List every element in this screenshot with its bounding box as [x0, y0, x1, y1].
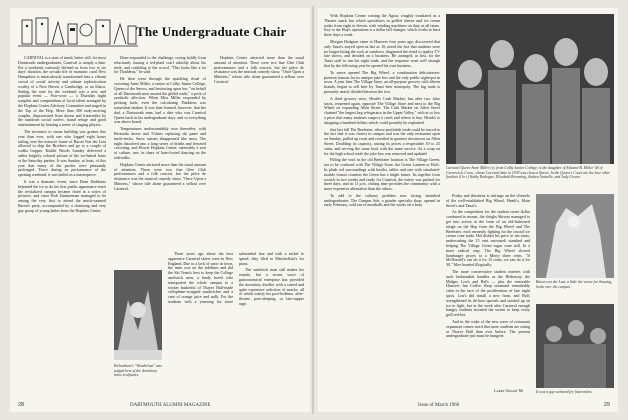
paragraph: Hopkins Center attracted more than the usual amount of attention. There were two fine Glee Club performances and a folk concert, but the pièce de résistance was the musical comedy show, "Once Upon a Mattress," whose title alone guaranteed a sellout over Carnival. [214, 56, 304, 84]
page-title: The Undergraduate Chair [136, 24, 287, 39]
folio-line: DARTMOUTH ALUMNI MAGAZINE [130, 403, 211, 408]
photo-caption: Baron von der Lust, a little the worse for thawing, looks over the campus. [536, 280, 613, 289]
paragraph: Temperatures understandably rose thereafter, with Bermuda shorts and T-shirts replacing ski pants and turtle-necks. Snow statues disappeared like snow. The night dissolved into a long series of drinks and frenzied cavorting, and Howie Hopkins Center, ostensibly a seat of culture, saw its share of bare-footed dancing on the sidewalks. [114, 126, 206, 160]
photo-caption: Carnival Queen Anne Miller (r), from Colby Junior College, is the daughter of Edward B. Miller '40 of Greenwich, Conn., whose Carnival date in 1939 was chosen Queen. In the Queen's Court are the four other finalists (l to r) Kathy Rodrigue, Elizabeth Browning, Andrea Sawtelle, and Judy Givens. [446, 166, 610, 179]
paragraph: With Hopkins Center coming the Agora, roughly translated as a Theatre snack bar which specializes in grilled cheese and ice cream sodas from eight to eleven, with vending machines on duty at all times. Key to the Hop's operations is a dollar bill changer, which works at least three days a week. [324, 14, 440, 38]
left-page [10, 8, 310, 412]
paragraph: It was a dramatic event, since Dean Daddaino bejeaned the ice to do his first public appearance since the revitalized campus became fixed in a series of pictures, and since Bob Zimmerman managed to be among the very first to attend the much-vaunted Baron's party, accompanied by a charming and very gay group of young ladies from the Hopkins Center. [18, 178, 106, 213]
paragraph: Three years ago about the best apprentice Carnival skiers were in New England. Due to a lack of snow in town, the team was on the sidelines and did the Ski Team's best to keep the College sandwich men, a hardy breed who transported the whole campus to a wicker basketful of Thayer Hall-made cellophane-wrapped sandwiches and a case of orange juice and milk. For the students with a yearning for more substantial fare and with a nickel to spend, they filed to Mnichoffski's for pizza. [168, 252, 304, 304]
paragraph: The more conservative student eateries with such fashionable handles as the Hideaway, the Midget, Lou's and Hal's — plus the venerable Hanover Inn Coffee Shop remained remarkably calm in the face of the proliferation of late night spots. Lou's did install a new front, and Hal's strengthened its de-luxe specials and stacked up on ice to fight, but in the week after Carnival enough hungry students stormed the screen to keep every grill red-hot. [446, 268, 530, 318]
paragraph: The sandwich man still makes his rounds, but a recent wave of gastronomical enterprise has provided the dormitory dweller with a varied and quite expensive selection of snacks, all of which satisfy his post-bedtime, after-theater, post-sleeping, or late-supper urge. [239, 267, 304, 306]
carnival-queen-photo [446, 14, 614, 164]
author-credit: Larry Geiger '66 [494, 388, 524, 393]
paragraph: And in the wake of the new wave of restaurant expansion comes word that more students are eating at Thayer Hall than ever before. The present undergraduate just must be hungrier. [446, 318, 530, 339]
paragraph: Friday and threatens to infringe on the clientele of the well-established Big Wheel, Heath's, Main Street's and Tanzi's. [446, 194, 530, 208]
paragraph: Dean responded to the challenge, crying boldly from reluctantly issuing a red-plaid scarf rakishly about his neck, and confiding to the crowd, "This looks like a lot for Thaddeus," he said. [114, 56, 206, 75]
paragraph: He then went through the sparkling ritual of crowning Anne Miller, a senior at Colby Junior College, Queen of the Snows, and bestowing upon her, "on behalf of all Dartmouth men around the gilded earth," a peck of symbolic affection. When Miss Miller responded by pecking back, even the calculating Thaddeus was somewhat shaken. It was later learned, however, that her dad, a Dartmouth man, had a date who was Carnival Queen back in his undergraduate days, and so everything was above board. [114, 76, 206, 125]
paragraph: Filling the void in the old Beefeater location is The Village Green, not to be confused with The Village Store, the Green Lantern or Hal's. In plush red surroundings with booths, tables and one with simulated-marble fornax counters the Green has a bright future. Its together from scratch in two weeks and ready for Carnival, the eatery was packed for three days, and in 11 p.m. closing time provides the community with a more expensive alternative than the others. [324, 157, 440, 192]
article-column-1 [18, 56, 106, 398]
folio-line: Issue of March 1966 [418, 403, 460, 408]
fraternity-party-photo [536, 304, 614, 388]
paragraph: A third grocery store, Heath's Cash Market, has after two false starts, reopened again, opposite The Village Store and next to the Big Wheel on expanding Allen Street. The Cash Market on Allen Street claimed "the largest keg refrigerator in the Upper Valley," with at so low a price that many students suspect a catch and refuse to buy. Heath's is shopping a hundred dollars which could possibly be explained. [324, 95, 440, 125]
paragraph: To move opened The Big Wheel, a combination delicatessen-pizzeria famous for its antique juke box and the only public nightspot in town. A year later The Village Store, an all-purpose grocery with fifteen brands, began to sell beer by Tanzi beer monopoly. The big trade is presently nearly divided between the two. [324, 69, 440, 94]
page-number: 29 [603, 402, 610, 408]
page-number: 28 [18, 402, 25, 408]
article-column-5 [324, 14, 440, 400]
article-column-6 [446, 194, 530, 400]
paragraph: The incentive to statue building was greater this year than ever, with one who logged eight hours toiling over the massive frame of Baron Von der Lust allowed to skip the Brothers and go to a couple of vodka frappes. Kiddie Woods Sunday delivered a rather brightly colored picture of the ice-hatted hosts at the Saturday parties. It was Sunday, at least, of this year that many of the parties were pleasantly prolonged. Twice during its performance of the opening weekend, it was hailed as a masterpiece. [18, 128, 106, 178]
article-column-3 [214, 56, 304, 240]
paragraph: Hopkins Center attracted more than the usual amount of attention. There were two fine Glee Club performances and a folk concert, but the pièce de résistance was the musical comedy show, "Once Upon a Mattress," whose title alone guaranteed a sellout over Carnival. [114, 161, 206, 191]
paragraph: As the competition for the student sweet dollar continued to mount, the sleighs Skiway managed to get into action in the form of an old-fashioned sleigh on the Hop from the Big Wheel and The Beefeater, each earnestly fighting for the crucial ice cream cone trade. Hal dished his price to ten cents, undercutting the 15 cent snowmelt standard and helping The Village Green sugar cone still. In a more radical step, The Big Wheel slowed hamburger prices to a Merry three cents. "If McDonald's can do it for 15 cents, we can do it for 30," Moe boasted illogically. [446, 209, 530, 268]
header-illustration-icon [18, 14, 138, 50]
paragraph: To add to the culinary problem now facing famished undergraduates, The Campus Sob, a grinder specialty shop, opened in early February, sold out of meatballs and the works on a busy [324, 192, 440, 208]
photo-caption: It was a gay weekend for fraternities. [536, 390, 593, 394]
paragraph: Morgan Hodgson came to Hanover four years ago, discovered that only Tanzi's stayed open as late as 10, noted the fact that students were no longer biting the sock at sundown, diagnosed the trend to quality TV late shows, and decided on a business. He arranged, at first, for the Tanzi staff to run his night trade, and the response went well enough that by the following year he opened his own business. [324, 38, 440, 68]
snow-statue-photo [536, 194, 614, 278]
snow-sculpture-photo [114, 270, 162, 360]
article-column-4 [168, 252, 304, 362]
paragraph: Just last fall The Beefeater, whose profitable trade could be traced to the fact that it was closest to campus and was the only restaurant open on Sunday, pulled up roots and resettled in quarters downtown on Allen Street. Doubling its capacity, raising its prices a respectable 10 to 25 cents, and serving the same food with the same service. As a coup on for the high school trade the joke box was removed and updated. [324, 126, 440, 156]
page-gutter [312, 6, 314, 414]
paragraph: CARNIVAL is a state of mind; better still, for most Dartmouth undergraduates, Carnival is simply a date. For a weekend, variously defined as from two to six days' duration, the secular life of monastic rural New Hampshire is miraculously transformed into a vibrant crowd of social activity and urbane sophistication worthy of a New Haven, a Cambridge, or an Ithaca. Setting the tone for the weekend was a new and popular event — Pow-wow — a Thursday night songfest and compendium of local talent arranged by the Hopkins Center Advisory Committee and staged in the Top of the Hop. More than 300 early-arriving couples, dispossessed from dorms and fraternities by the sundown social curfew, found refuge and good entertainment by hearing a series of singing players. [18, 56, 106, 128]
photo-caption: Richardson's "Wonderlust" was judged best of the dormitory snow sculptures. [114, 364, 162, 377]
right-page [318, 8, 618, 412]
